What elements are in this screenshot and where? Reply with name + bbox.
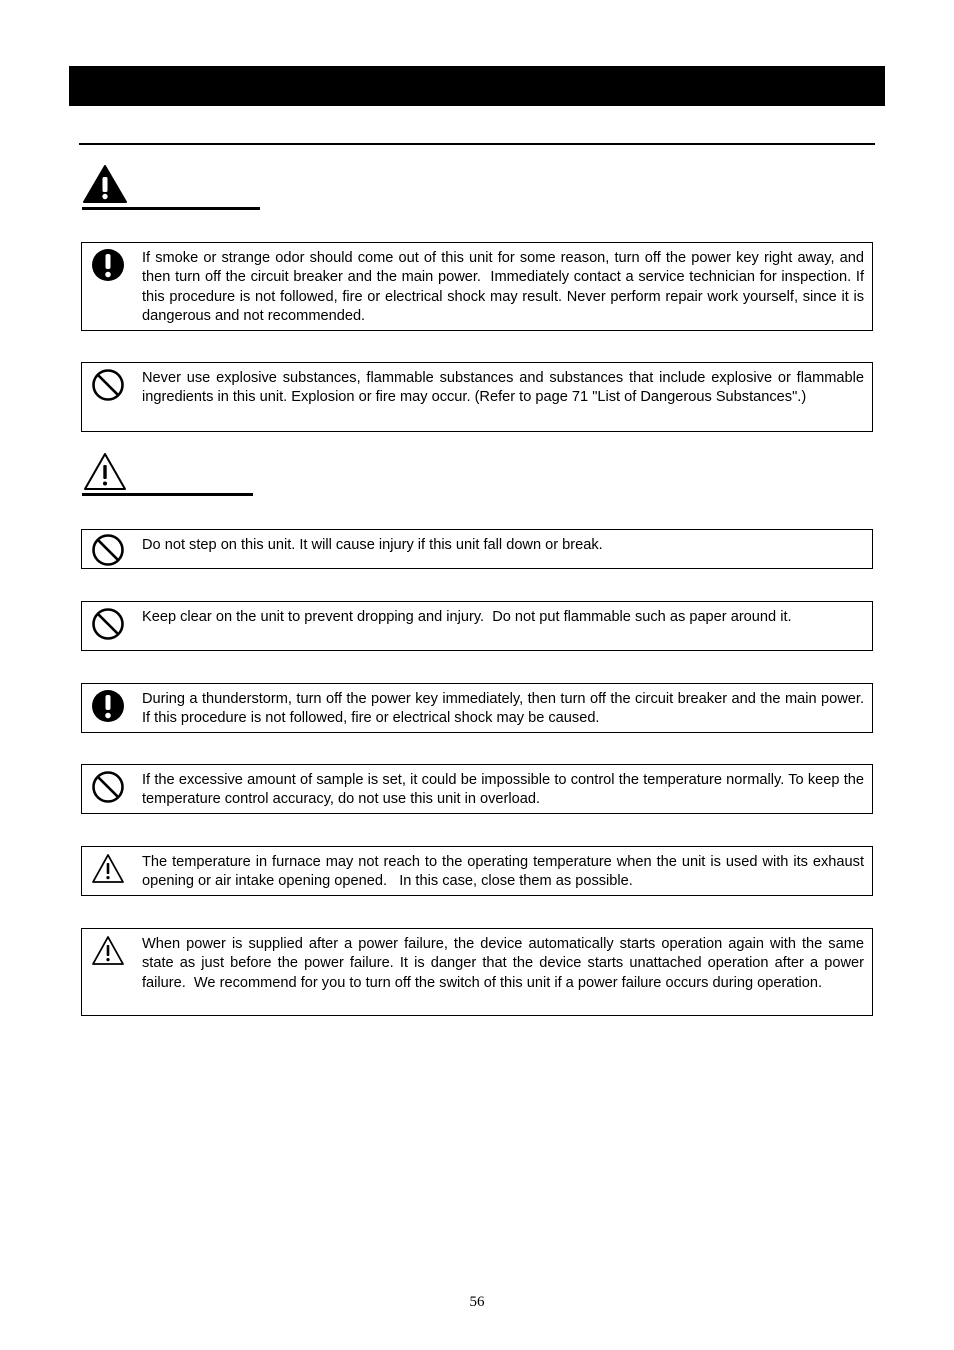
caution-outline-icon — [82, 451, 128, 491]
page-number: 56 — [469, 1294, 485, 1310]
warning-filled-icon — [82, 164, 128, 204]
prohibition-icon — [91, 770, 125, 804]
notice-text: During a thunderstorm, turn off the power key immediately, then turn off the circuit breaker and the main power. If this procedure is not followed, fire or electrical shock may be caused. — [142, 691, 877, 727]
notice-box — [81, 362, 873, 432]
caution-outline-icon — [91, 852, 125, 886]
notice-box — [81, 683, 877, 733]
notice-text: The temperature in furnace may not reach to the operating temperature when the unit is used with its exhaust opening or air intake opening opened. In this case, close them as possible. — [142, 854, 869, 890]
prohibition-icon — [91, 368, 125, 402]
notice-text: Never use explosive substances, flammable substances and substances that include explosive or flammable ingredients in this unit. Explosion or fire may occur. (Refer to page 71 "List of Dangerous Substances".) — [142, 370, 869, 406]
notice-box — [81, 242, 873, 331]
caution-outline-icon — [91, 934, 125, 968]
section-rule — [79, 143, 875, 145]
notice-text: Keep clear on the unit to prevent dropping and injury. Do not put flammable such as paper around it. — [142, 609, 792, 625]
caution-heading-underline — [82, 493, 253, 496]
notice-box — [81, 846, 873, 896]
chapter-title-bar — [69, 66, 885, 106]
mandatory-action-icon — [91, 248, 125, 282]
notice-box — [81, 529, 873, 569]
notice-text: If the excessive amount of sample is set, it could be impossible to control the temperature normally. To keep the temperature control accuracy, do not use this unit in overload. — [142, 772, 869, 808]
prohibition-icon — [91, 607, 125, 641]
notice-box — [81, 601, 873, 651]
notice-text: If smoke or strange odor should come out of this unit for some reason, turn off the power key right away, and then turn off the circuit breaker and the main power. Immediately contact a service technician for inspection. If this procedure is not followed, fire or electrical shock may result. Never perform repair work yourself, since it is dangerous and not recommended. — [142, 250, 869, 325]
notice-text: Do not step on this unit. It will cause injury if this unit fall down or break. — [142, 537, 603, 553]
notice-box — [81, 764, 873, 814]
warning-heading-underline — [82, 207, 260, 210]
notice-box — [81, 928, 873, 1016]
prohibition-icon — [91, 533, 125, 567]
notice-text: When power is supplied after a power failure, the device automatically starts operation again with the same state as just before the power failure. It is danger that the device starts unattached operation after a power failure. We recommend for you to turn off the switch of this unit if a power failure occurs during operation. — [142, 936, 869, 991]
mandatory-action-icon — [91, 689, 125, 723]
